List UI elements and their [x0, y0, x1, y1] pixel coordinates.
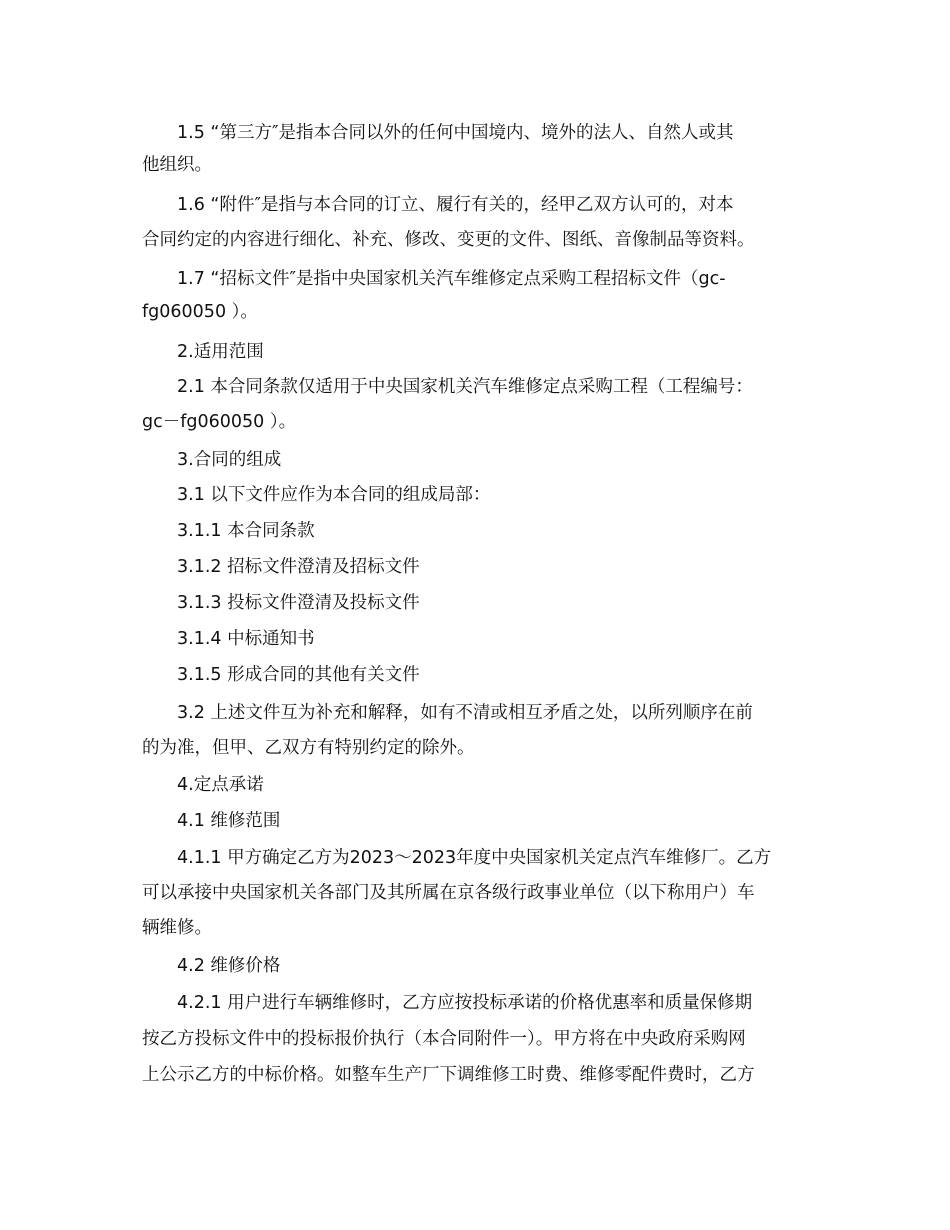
item-3-1-5: 3.1.5 形成合同的其他有关文件: [177, 665, 420, 685]
item-3-1-1: 3.1.1 本合同条款: [177, 521, 315, 541]
paragraph-3-1: 3.1 以下文件应作为本合同的组成局部：: [177, 485, 491, 505]
paragraph-1-6-line-1: 1.6 “附件″是指与本合同的订立、履行有关的，经甲乙双方认可的，对本: [177, 195, 734, 215]
paragraph-4-2-1-line-1: 4.2.1 用户进行车辆维修时，乙方应按投标承诺的价格优惠率和质量保修期: [177, 993, 753, 1013]
paragraph-3-2-line-2: 的为准，但甲、乙双方有特别约定的除外。: [142, 738, 475, 758]
paragraph-1-5-line-2: 他组织。: [142, 155, 212, 175]
paragraph-1-5-line-1: 1.5 “第三方″是指本合同以外的任何中国境内、境外的法人、自然人或其: [177, 123, 734, 143]
paragraph-4-1-1-line-3: 辆维修。: [142, 918, 212, 938]
item-3-1-4: 3.1.4 中标通知书: [177, 629, 315, 649]
paragraph-2-1-line-1: 2.1 本合同条款仅适用于中央国家机关汽车维修定点采购工程（工程编号：: [177, 377, 753, 397]
paragraph-1-7-line-1: 1.7 “招标文件″是指中央国家机关汽车维修定点采购工程招标文件（gc-: [177, 269, 726, 289]
item-3-1-3: 3.1.3 投标文件澄清及投标文件: [177, 593, 420, 613]
paragraph-4-2-1-line-2: 按乙方投标文件中的投标报价执行（本合同附件一）。甲方将在中央政府采购网: [142, 1029, 746, 1049]
paragraph-1-6-line-2: 合同约定的内容进行细化、补充、修改、变更的文件、图纸、音像制品等资料。: [142, 230, 755, 250]
item-3-1-2: 3.1.2 招标文件澄清及招标文件: [177, 557, 420, 577]
paragraph-1-7-line-2: fg060050 ）。: [142, 302, 258, 322]
heading-3: 3.合同的组成: [177, 450, 282, 470]
paragraph-4-1-1-line-1: 4.1.1 甲方确定乙方为2023～2023年度中央国家机关定点汽车维修厂。乙方: [177, 848, 772, 868]
paragraph-2-1-line-2: gc－fg060050 ）。: [142, 412, 297, 432]
heading-4: 4.定点承诺: [177, 775, 264, 795]
paragraph-4-1-1-line-2: 可以承接中央国家机关各部门及其所属在京各级行政事业单位（以下称用户）车: [142, 883, 755, 903]
heading-2: 2.适用范围: [177, 342, 264, 362]
heading-4-1: 4.1 维修范围: [177, 811, 281, 831]
paragraph-3-2-line-1: 3.2 上述文件互为补充和解释，如有不清或相互矛盾之处，以所列顺序在前: [177, 703, 753, 723]
paragraph-4-2-1-line-3: 上公示乙方的中标价格。如整车生产厂下调维修工时费、维修零配件费时，乙方: [142, 1065, 755, 1085]
heading-4-2: 4.2 维修价格: [177, 956, 281, 976]
